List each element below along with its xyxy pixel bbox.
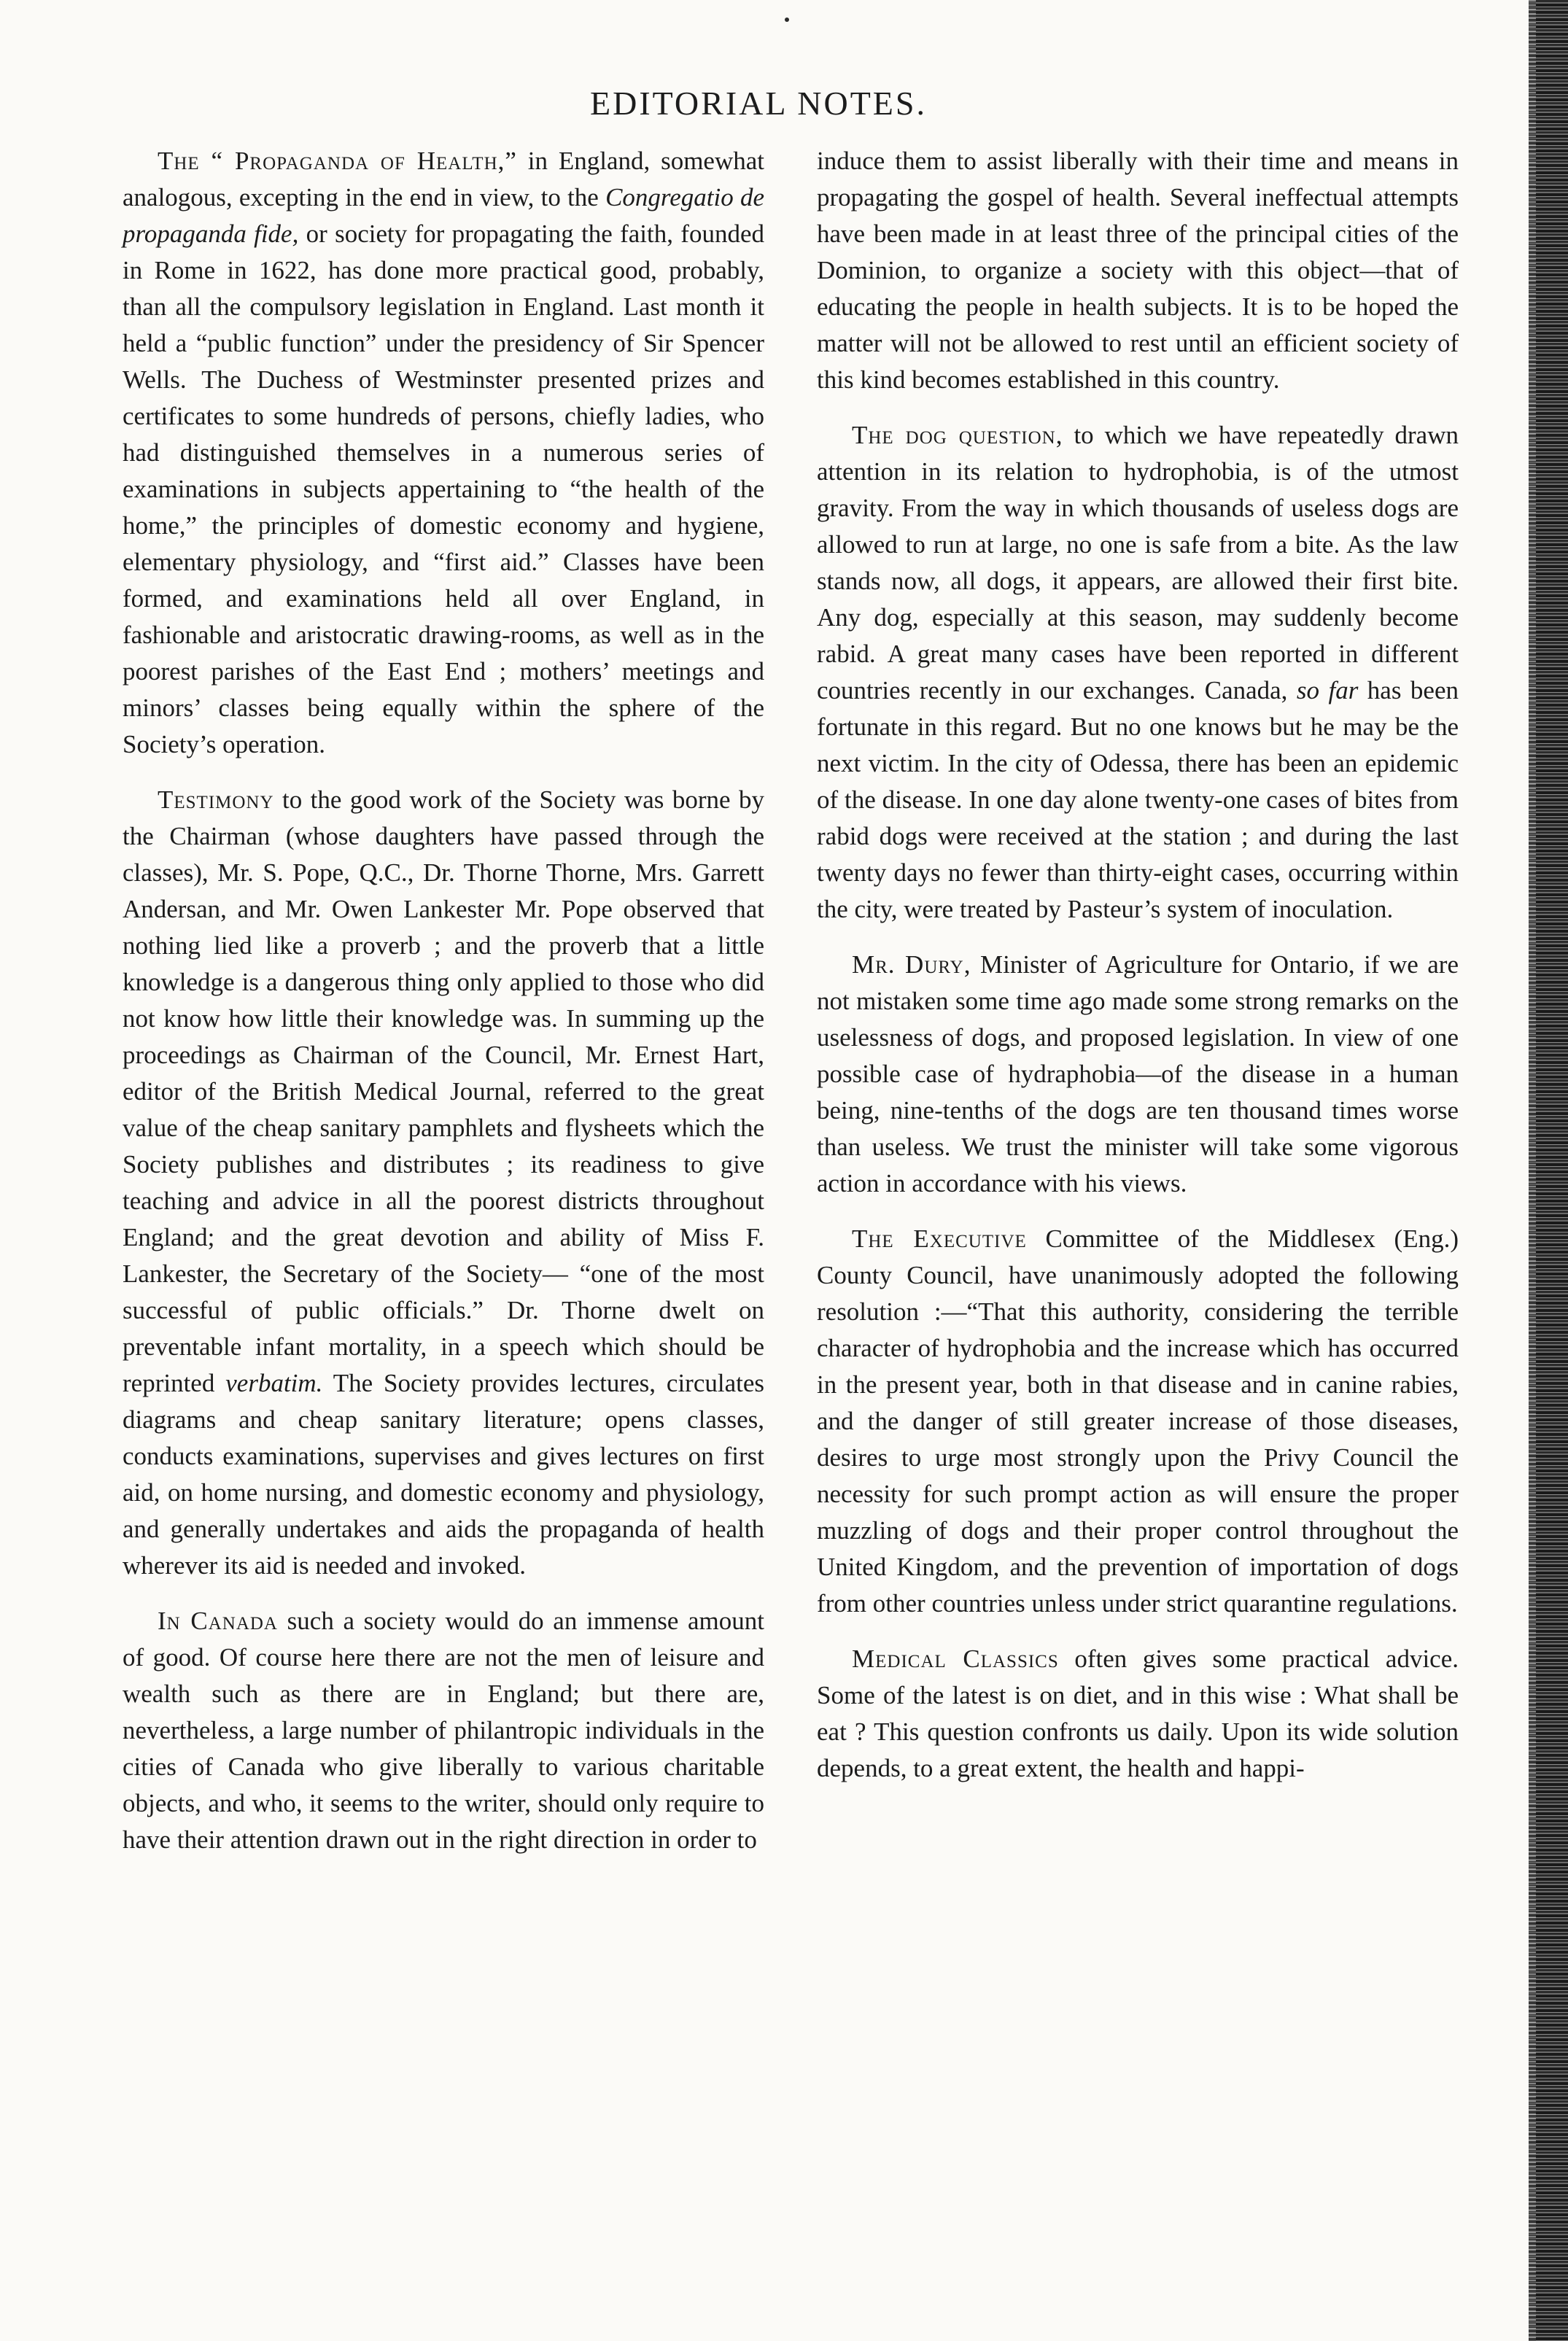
paragraph-propaganda-of-health bbox=[123, 143, 764, 763]
print-speck bbox=[785, 18, 789, 22]
paragraph-text: to which we have repeatedly drawn attention in its relation to hydrophobia, is of the utmost gravity. From the way in which thousands of useless dogs are allowed to run at large, no one is safe from a bite. As the law stands now, all dogs, it appears, are allowed their first bite. Any dog, especially at this season, may suddenly become rabid. A great many cases have been reported in different countries recently in our exchanges. Canada, bbox=[817, 421, 1459, 704]
latin-phrase: Congregatio de propaganda fide, bbox=[123, 183, 764, 248]
paragraph-lead: Testimony bbox=[158, 785, 274, 814]
paragraph-lead: The Executive bbox=[852, 1224, 1027, 1253]
paragraph-text: or society for propagating the faith, founded in Rome in 1622, has done more practical good, probably, than all the compulsory legislation in England. Last month it held a “public function” under the presidency of Sir Spencer Wells. The Duchess of Westminster presented prizes and certificates to some hundreds of persons, chiefly ladies, who had distinguished themselves in a numerous series of examinations in subjects appertaining to “the health of the home,” the principles of domestic economy and hygiene, elementary physiology, and “first aid.” Classes have been formed, and examinations held all over England, in fashionable and aristocratic drawing-rooms, as well as in the poorest parishes of the East End ; mothers’ meetings and minors’ classes being equally within the sphere of the Society’s operation. bbox=[123, 220, 764, 758]
paragraph-text: The Society provides lectures, circulates diagrams and cheap sanitary literature; opens classes, conducts examinations, supervises and gives lectures on first aid, on home nursing, and domestic economy and physiology, and generally undertakes and aids the propaganda of health wherever its aid is needed and invoked. bbox=[123, 1369, 764, 1580]
paragraph-text: often gives some practical advice. Some of the latest is on diet, and in this wise : What shall be eat ? This question confronts us daily. Upon its wide solution depends, to a great extent, the health and happi- bbox=[817, 1645, 1459, 1782]
left-column bbox=[123, 143, 764, 1877]
paragraph-executive-committee bbox=[817, 1221, 1459, 1622]
paragraph-testimony bbox=[123, 782, 764, 1584]
right-column bbox=[817, 143, 1459, 1806]
paragraph-text: has been fortunate in this regard. But no one knows but he may be the next victim. In the city of Odessa, there has been an epidemic of the disease. In one day alone twenty-one cases of bites from rabid dogs were received at the station ; and during the last twenty days no fewer than thirty-eight cases, occurring within the city, were treated by Pasteur’s system of inoculation. bbox=[817, 676, 1459, 923]
italic-phrase: so far bbox=[1296, 676, 1359, 704]
paragraph-continuation: induce them to assist liberally with their time and means in propagating the gospel of health. Several ineffectual attempts have been made in at least three of the principal cities of the Dominion, to organize a society with this object—that of educating the people in health subjects. It is to be hoped the matter will not be allowed to rest until an efficient society of this kind becomes established in this country. bbox=[817, 147, 1459, 394]
paragraph-dog-question bbox=[817, 417, 1459, 928]
paragraph-lead: Medical Classics bbox=[852, 1645, 1059, 1673]
paragraph-text: such a society would do an immense amount of good. Of course here there are not the men of leisure and wealth such as there are in England; but there are, nevertheless, a large number of philantropic individuals in the cities of Canada who give liberally to various charitable objects, and who, it seems to the writer, should only require to have their attention drawn out in the right direction in order to bbox=[123, 1607, 764, 1854]
paragraph-text: in England, somewhat analogous, excepting in the end in view, to the bbox=[123, 147, 764, 211]
page-header: EDITORIAL NOTES. bbox=[590, 85, 927, 122]
scanned-binding-edge bbox=[1529, 0, 1568, 2341]
paragraph-lead: In Canada bbox=[158, 1607, 278, 1635]
paragraph-medical-classics bbox=[817, 1641, 1459, 1787]
paragraph-text: Committee of the Middlesex (Eng.) County Council, have unanimously adopted the following resolution :—“That this authority, considering the terrible character of hydrophobia and the increase which has occurred in the present year, both in that disease and in canine rabies, and the danger of still greater increase of those diseases, desires to urge most strongly upon the Privy Council the necessity for such prompt action as will ensure the proper muzzling of dogs and their proper control throughout the United Kingdom, and the prevention of importation of dogs from other countries unless under strict quarantine regulations. bbox=[817, 1224, 1459, 1618]
latin-word: verbatim. bbox=[225, 1369, 323, 1397]
paragraph-lead: Mr. Dury, bbox=[852, 950, 971, 979]
paragraph-mr-dury bbox=[817, 947, 1459, 1202]
paragraph-lead: The dog question, bbox=[852, 421, 1063, 449]
paragraph-text: Minister of Agriculture for Ontario, if we are not mistaken some time ago made some strong remarks on the uselessness of dogs, and proposed legislation. In view of one possible case of hydraphobia—of the disease in a human being, nine-tenths of the dogs are ten thousand times worse than useless. We trust the minister will take some vigorous action in accordance with his views. bbox=[817, 950, 1459, 1197]
paragraph-in-canada bbox=[123, 1603, 764, 1858]
paragraph-lead: The “ Propaganda of Health,” bbox=[158, 147, 517, 175]
paragraph-text: to the good work of the Society was borne by the Chairman (whose daughters have passed through the classes), Mr. S. Pope, Q.C., Dr. Thorne Thorne, Mrs. Garrett Andersan, and Mr. Owen Lankester Mr. Pope observed that nothing lied like a proverb ; and the proverb that a little knowledge is a dangerous thing only applied to those who did not know how little their knowledge was. In summing up the proceedings as Chairman of the Council, Mr. Ernest Hart, editor of the British Medical Journal, referred to the great value of the cheap sanitary pamphlets and flysheets which the Society publishes and distributes ; its readiness to give teaching and advice in all the poorest districts throughout England; and the great devotion and ability of Miss F. Lankester, the Secretary of the Society— “one of the most successful of public officials.” Dr. Thorne dwelt on preventable infant mortality, in a speech which should be reprinted bbox=[123, 785, 764, 1397]
